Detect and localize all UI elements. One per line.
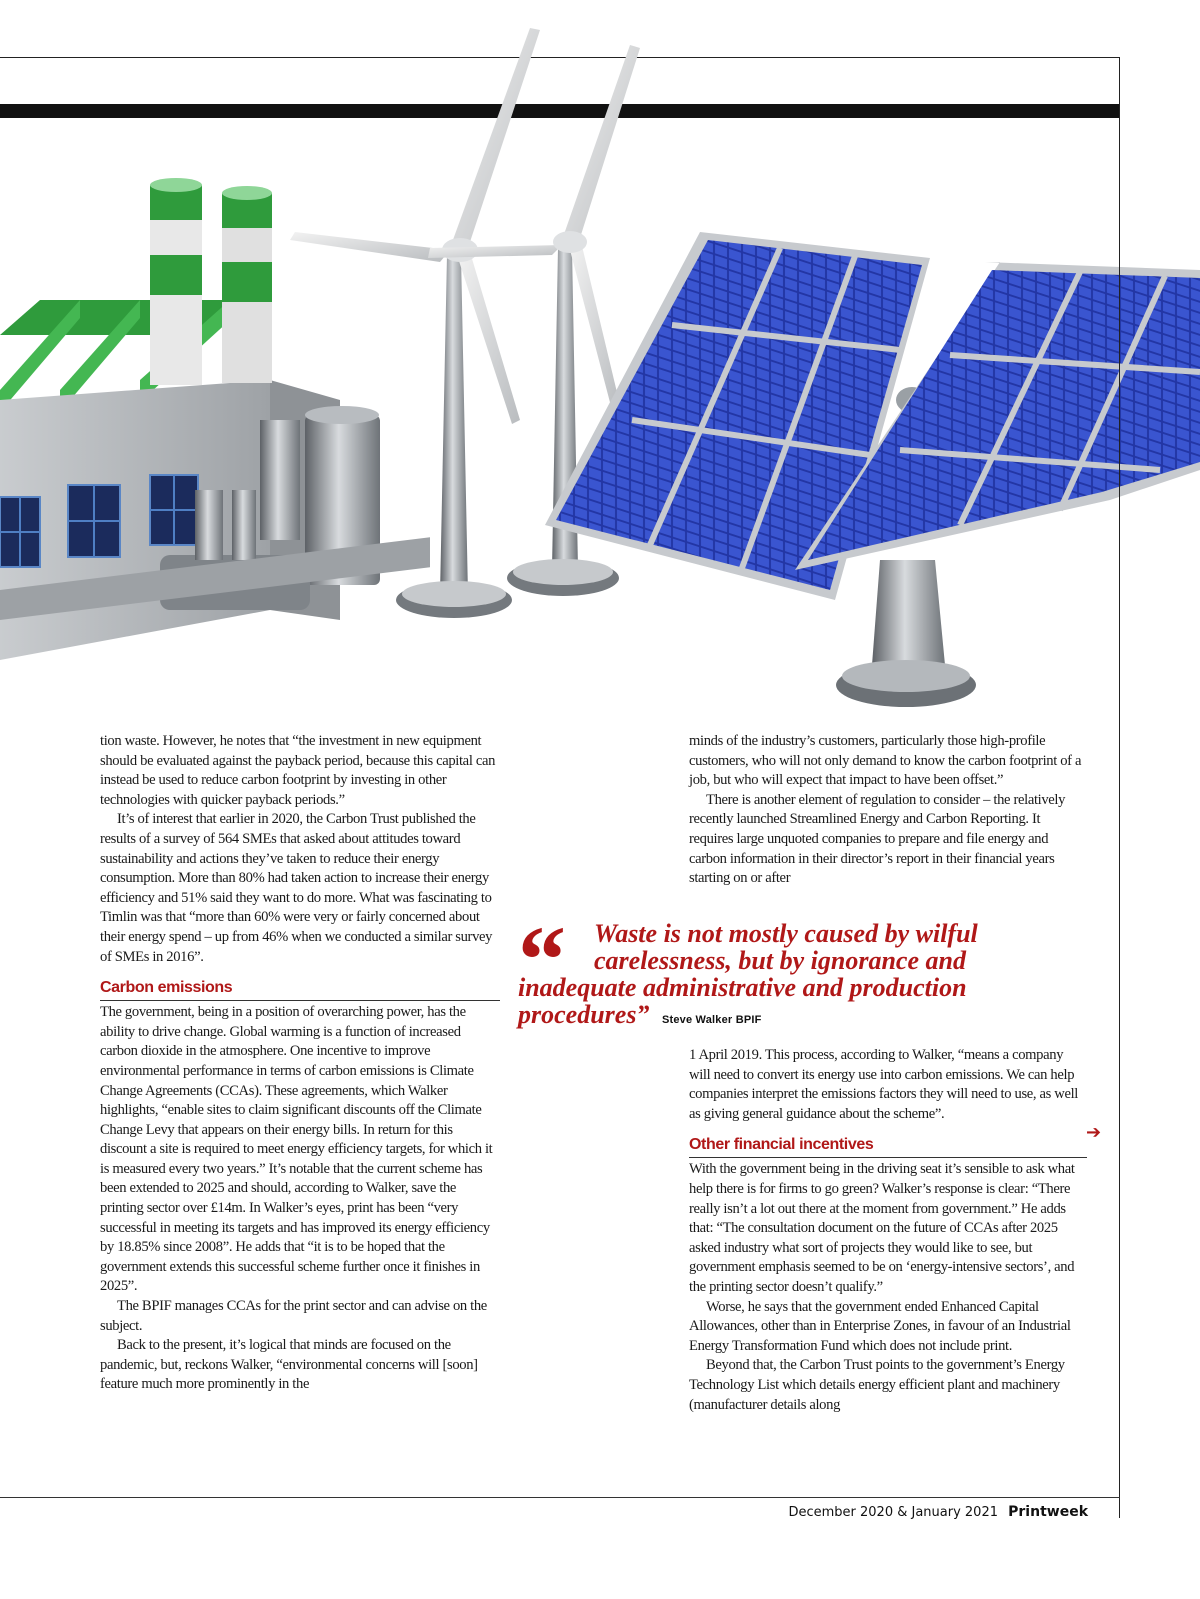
frame-bottom-rule — [0, 1497, 1120, 1498]
factory-chimneys — [150, 178, 272, 385]
pull-quote-line: procedures” — [518, 1000, 650, 1029]
pull-quote-line: Waste is not mostly caused by wilful — [594, 919, 978, 948]
pull-quote — [518, 906, 1078, 1034]
section-heading-other-financial-incentives: Other financial incentives — [689, 1136, 1087, 1158]
solar-panels — [545, 232, 1200, 600]
quote-mark-icon: “ — [518, 906, 558, 1013]
paragraph: 1 April 2019. This process, according to Walker, “means a company will need to convert its energy use into carbon emissions. We can help companies interpret the emissions factors they will need to use, as well as giving general guidance about the scheme”. — [689, 1047, 1078, 1122]
pull-quote-attribution — [662, 1014, 762, 1026]
article-column-right-bottom — [689, 1046, 1087, 1415]
paragraph: Beyond that, the Carbon Trust points to the government’s Energy Technology List which details energy efficient plant and machinery (manufacturer details along — [689, 1357, 1065, 1413]
paragraph: Worse, he says that the government ended Enhanced Capital Allowances, other than in Enterprise Zones, in favour of an Industrial Energy Transformation Fund which does not include print. — [689, 1298, 1071, 1354]
footer-brand: Printweek — [1008, 1504, 1088, 1520]
section-heading-carbon-emissions: Carbon emissions — [100, 979, 500, 1001]
attribution-org: BPIF — [735, 1014, 762, 1026]
article-column-left — [100, 732, 500, 1395]
paragraph: tion waste. However, he notes that “the investment in new equipment should be evaluated against the payback period, because this capital can instead be used to reduce carbon footprint by investing in other technologies with quicker payback periods.” — [100, 733, 496, 808]
paragraph: With the government being in the driving seat it’s sensible to ask what help there is for firms to go green? Walker’s response is clear: “There really isn’t a lot out there at the moment from government.” He adds that: “The consultation document on the future of CCAs after 2025 asked industry what sort of projects they would like to see, but government emphasis seemed to be on ‘energy-intensive sectors’, and the printing sector doesn’t qualify.” — [689, 1161, 1075, 1295]
frame-right-rule — [1119, 57, 1120, 1518]
paragraph: Back to the present, it’s logical that minds are focused on the pandemic, but, reckons Walker, “environmental concerns will [soon] feature much more prominently in the — [100, 1337, 478, 1393]
page-footer — [788, 1504, 1088, 1520]
arrow-right-icon: ➔ — [1086, 1122, 1102, 1143]
paragraph: The government, being in a position of overarching power, has the ability to drive change. Global warming is a function of increased carbon dioxide in the atmosphere. One incentive to improve environmental performance in terms of carbon emissions is Climate Change Agreements (CCAs). These agreements, which Walker highlights, “enable sites to claim significant discounts off the Climate Change Levy that appears on their energy bills. In return for this discount a site is required to meet energy efficiency targets, for which it is measured every two years.” It’s notable that the current scheme has been extended to 2025 and should, according to Walker, save the printing sector over £14m. In Walker’s eyes, print has been “very successful in meeting its targets and has improved its energy efficiency by 18.85% since 2008”. He adds that “it is to be hoped that the government extends this successful scheme further once it finishes in 2025”. — [100, 1004, 493, 1295]
paragraph: minds of the industry’s customers, particularly those high-profile customers, who will not only demand to know the carbon footprint of a job, but who will expect that impact to have been offset.” — [689, 733, 1082, 789]
attribution-name: Steve Walker — [661, 1014, 733, 1026]
paragraph: There is another element of regulation to consider – the relatively recently launched Streamlined Energy and Carbon Reporting. It requires large unquoted companies to prepare and file energy and carbon information in their director’s report in their financial years starting on or after — [689, 791, 1066, 887]
hero-illustration — [0, 0, 1200, 725]
article-column-right-top — [689, 732, 1087, 889]
pull-quote-line: inadequate administrative and production — [518, 973, 967, 1002]
pull-quote-line: carelessness, but by ignorance and — [594, 946, 966, 975]
paragraph: It’s of interest that earlier in 2020, the Carbon Trust published the results of a survey of 564 SMEs that asked about attitudes toward sustainability and actions they’ve taken to reduce their energy consumption. More than 80% had taken action to increase their energy efficiency and 51% said they want to do more. What was fascinating to Timlin was that “more than 60% were very or fairly concerned about their energy spend – up from 46% when we conducted a similar survey of SMEs in 2016”. — [100, 811, 493, 965]
paragraph: The BPIF manages CCAs for the print sector and can advise on the subject. — [100, 1298, 487, 1334]
footer-date: December 2020 & January 2021 — [788, 1505, 998, 1520]
